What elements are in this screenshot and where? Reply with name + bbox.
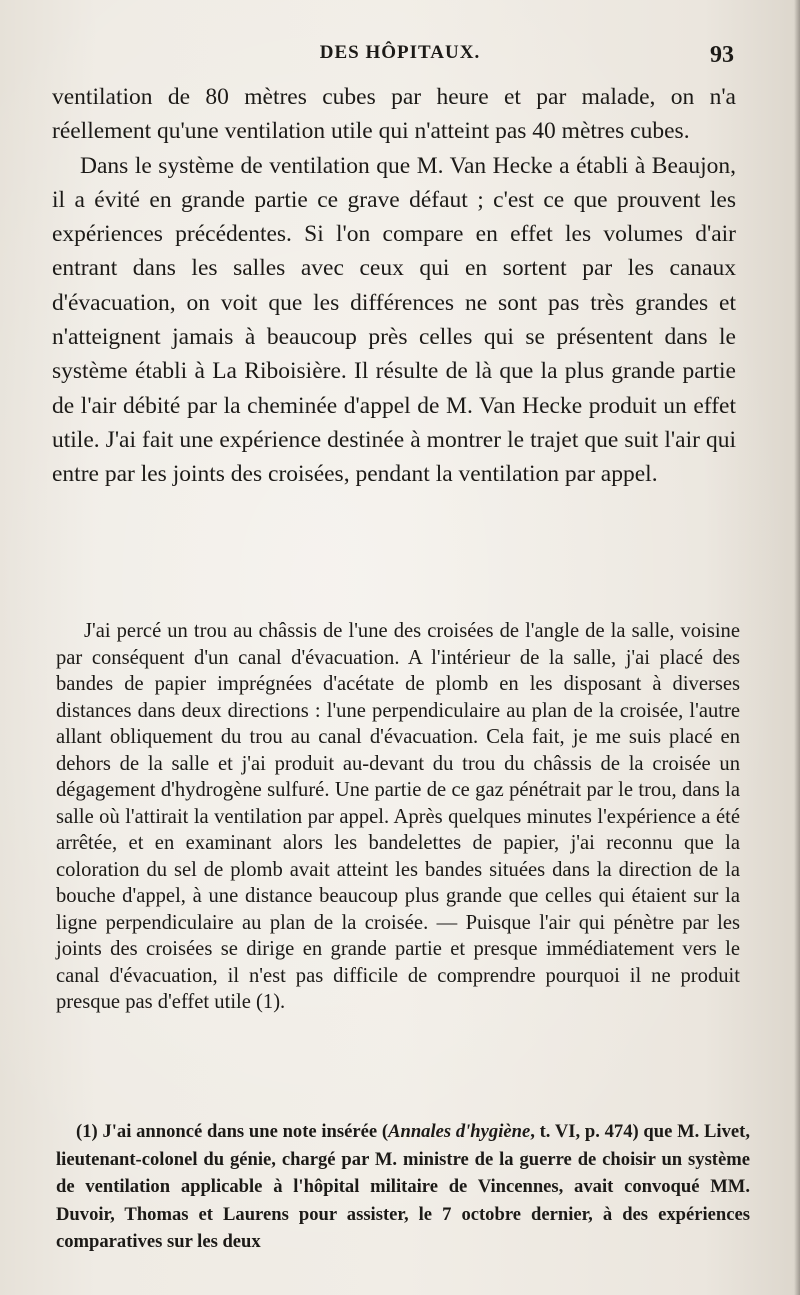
main-text-block: [52, 80, 736, 492]
page-edge-shadow: [794, 0, 800, 1295]
footnote-text-before: J'ai annoncé dans une note insérée (: [102, 1121, 389, 1142]
footnote-text-after: , t. VI, p. 474) que M. Livet, lieutenant-colonel du génie, chargé par M. ministre de la guerre de choisir un système de ventilation applicable à l'hôpital militaire de Vincennes, avait convoqué MM. Duvoir, Thomas et Laurens pour assister, le 7 octobre dernier, à des expériences comparatives sur les deux: [56, 1121, 750, 1253]
running-title: DES HÔPITAUX.: [319, 42, 481, 63]
footnote-marker: (1): [76, 1121, 98, 1142]
body-paragraph-2: Dans le système de ventilation que M. Van Hecke a établi à Beaujon, il a évité en grande partie ce grave défaut ; c'est ce que prouvent les expériences précédentes. Si l'on compare en effet les volumes d'air entrant dans les salles avec ceux qui en sortent par les canaux d'évacuation, on voit que les différences ne sont pas très grandes et n'atteignent jamais à beaucoup près celles qui se présentent dans le système établi à La Riboisière. Il résulte de là que la plus grande partie de l'air débité par la cheminée d'appel de M. Van Hecke produit un effet utile. J'ai fait une expérience destinée à montrer le trajet que suit l'air qui entre par les joints des croisées, pendant la ventilation par appel.: [52, 152, 736, 488]
page-number: 93: [710, 42, 734, 68]
footnote-paragraph: [56, 1118, 750, 1256]
footnote: [56, 1118, 750, 1256]
footnote-journal-title: Annales d'hygiène: [388, 1121, 531, 1142]
small-print-block: [56, 618, 740, 1016]
body-paragraph-1: ventilation de 80 mètres cubes par heure et par malade, on n'a réellement qu'une ventilation utile qui n'atteint pas 40 mètres cubes.: [52, 84, 736, 145]
page-header: [0, 38, 800, 68]
experiment-paragraph: J'ai percé un trou au châssis de l'une des croisées de l'angle de la salle, voisine par conséquent d'un canal d'évacuation. A l'intérieur de la salle, j'ai placé des bandes de papier imprégnées d'acétate de plomb en les disposant à diverses distances dans deux directions : l'une perpendiculaire au plan de la croisée, l'autre allant obliquement du trou au canal d'évacuation. Cela fait, je me suis placé en dehors de la salle et j'ai produit au-devant du trou du châssis de la croisée un dégagement d'hydrogène sulfuré. Une partie de ce gaz pénétrait par le trou, dans la salle où l'attirait la ventilation par appel. Après quelques minutes l'expérience a été arrêtée, et en examinant alors les bandelettes de papier, j'ai reconnu que la coloration du sel de plomb avait atteint les bandes situées dans la direction de la bouche d'appel, à une distance beaucoup plus grande que celles qui étaient sur la ligne perpendiculaire au plan de la croisée. — Puisque l'air qui pénètre par les joints des croisées se dirige en grande partie et presque immédiatement vers le canal d'évacuation, il n'est pas difficile de comprendre pourquoi il ne produit presque pas d'effet utile (1).: [56, 620, 740, 1013]
